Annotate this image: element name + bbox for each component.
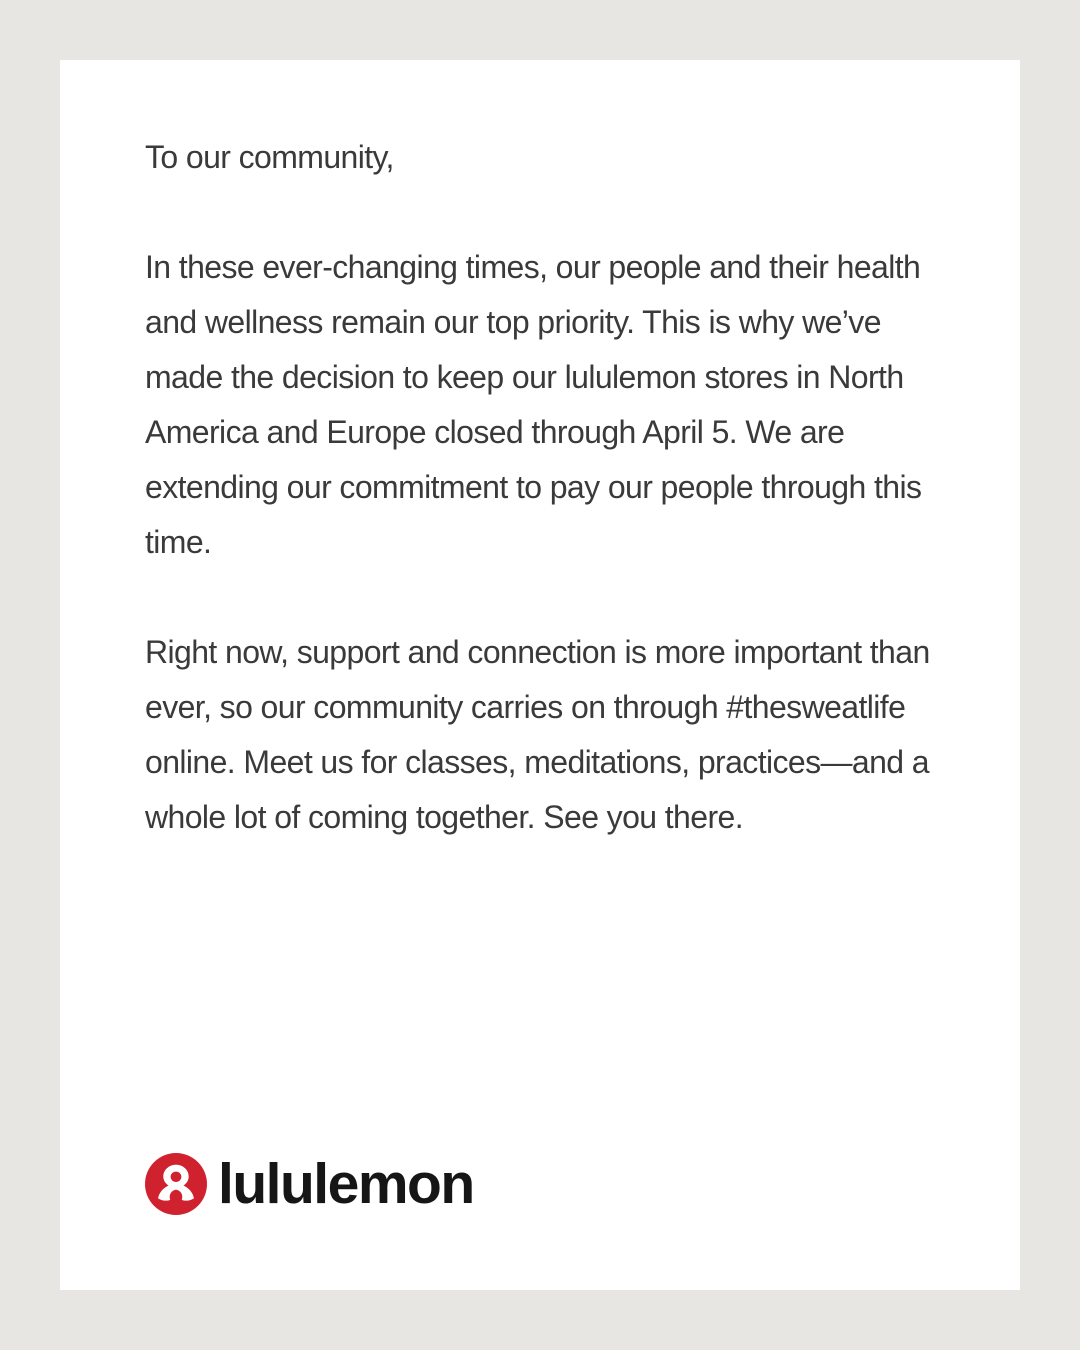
greeting: To our community,	[145, 139, 394, 175]
letter-body	[145, 130, 940, 845]
paragraph-2: Right now, support and connection is more important than ever, so our community carries on through #thesweatlife online. Meet us for classes, meditations, practices—and a whole lot of coming together. See you there.	[145, 634, 930, 835]
letter-card	[60, 60, 1020, 1290]
lululemon-logo	[145, 1153, 474, 1215]
lululemon-omega-icon	[145, 1153, 207, 1215]
paragraph-1: In these ever-changing times, our people and their health and wellness remain our top priority. This is why we’ve made the decision to keep our lululemon stores in North America and Europe closed through April 5. We are extending our commitment to pay our people through this time.	[145, 249, 922, 560]
lululemon-wordmark: lululemon	[218, 1152, 474, 1216]
